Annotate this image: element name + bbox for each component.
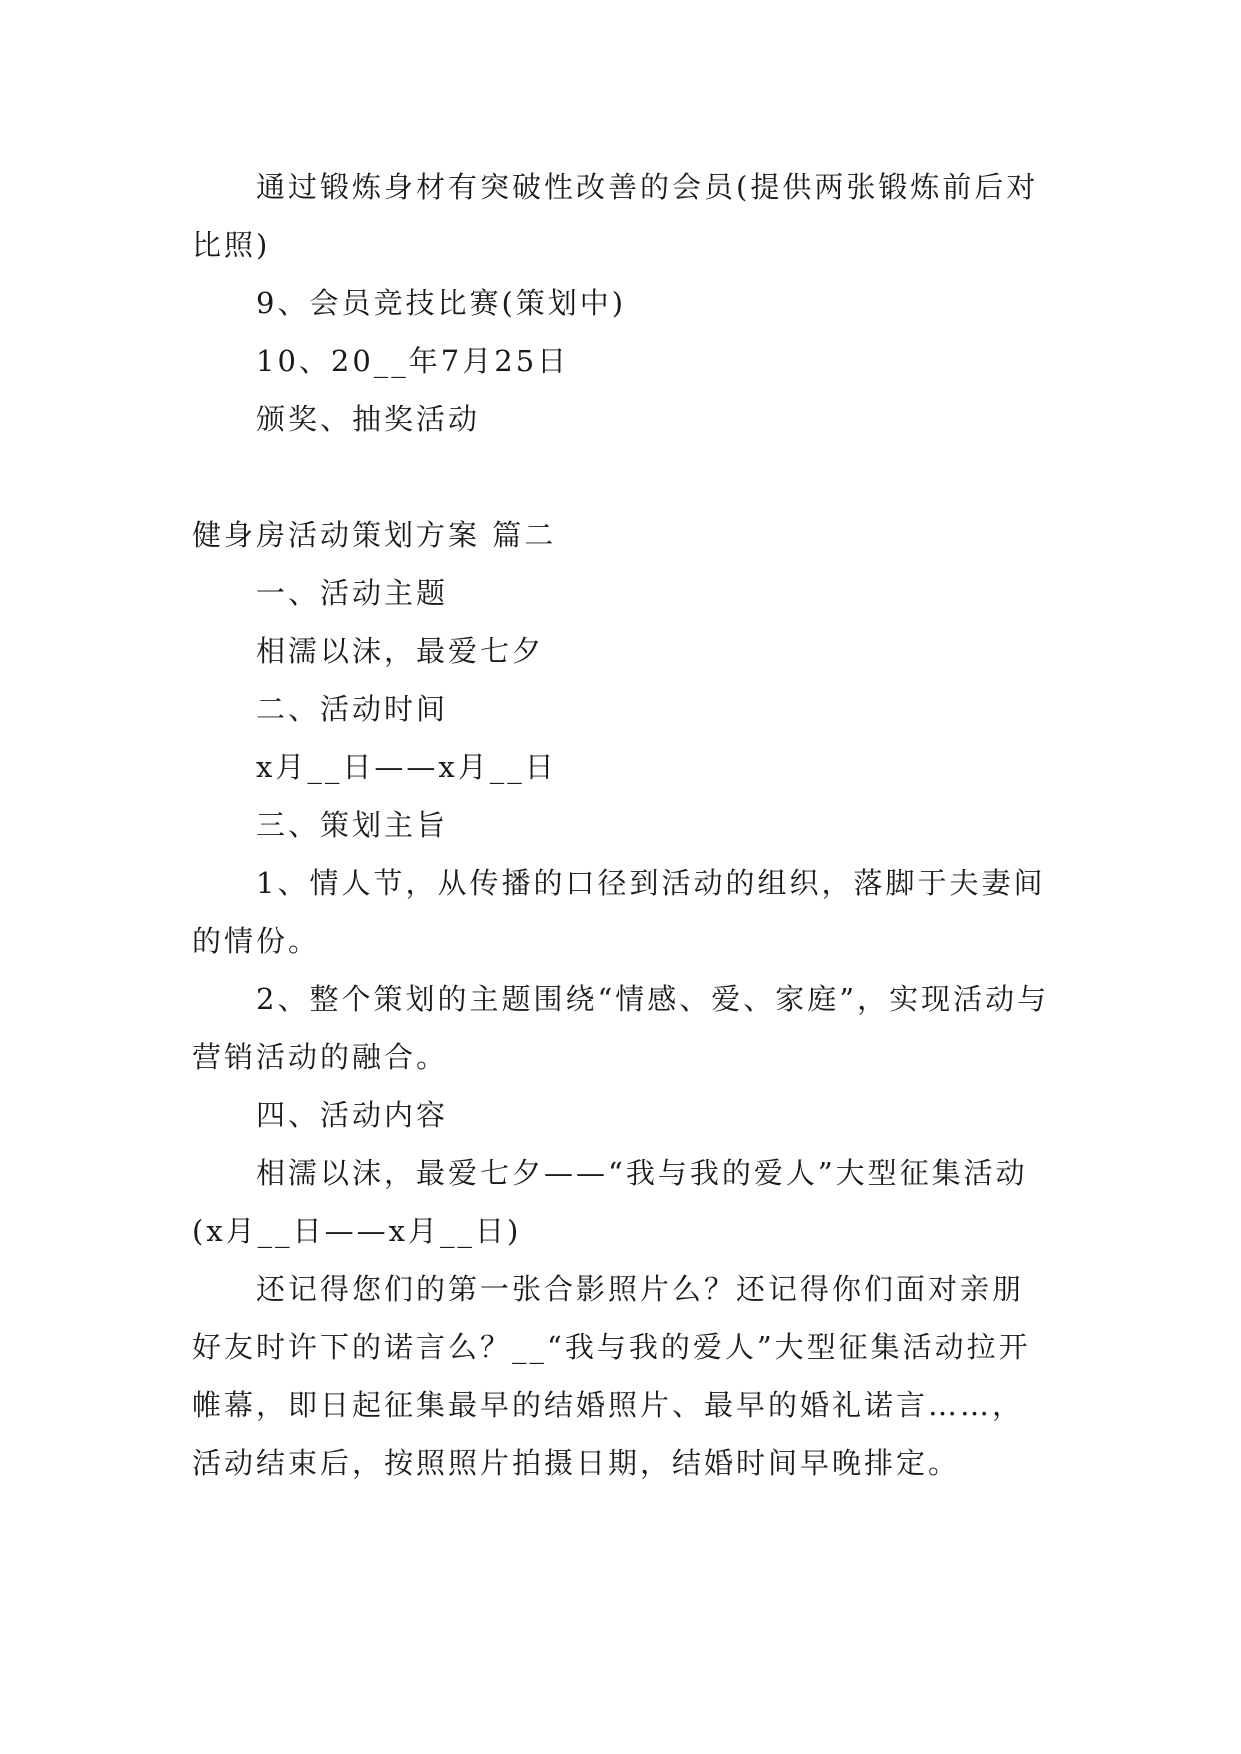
- heading-activity-content: 四、活动内容: [256, 1098, 449, 1132]
- paragraph: 还记得您们的第一张合影照片么？还记得你们面对亲朋好友时许下的诺言么？__“我与我的爱人”大型征集活动拉开帷幕，即日起征集最早的结婚照片、最早的婚礼诺言……，活动结束后，按照照片拍摄日期，结婚时间早晚排定。: [192, 1272, 1031, 1480]
- paragraph: 1、情人节，从传播的口径到活动的组织，落脚于夫妻间的情份。: [192, 866, 1046, 958]
- heading-activity-theme: 一、活动主题: [256, 576, 449, 610]
- document-body: [192, 158, 1052, 1492]
- paragraph: 2、整个策划的主题围绕“情感、爱、家庭”，实现活动与营销活动的融合。: [192, 982, 1050, 1074]
- heading-activity-time: 二、活动时间: [256, 692, 449, 726]
- heading-planning-purpose: 三、策划主旨: [256, 808, 449, 842]
- section-title: 健身房活动策划方案 篇二: [192, 518, 557, 552]
- paragraph: 相濡以沫，最爱七夕: [256, 634, 545, 668]
- paragraph: 10、20__年7月25日: [256, 344, 570, 378]
- paragraph: 颁奖、抽奖活动: [256, 402, 481, 436]
- paragraph: 通过锻炼身材有突破性改善的会员(提供两张锻炼前后对比照): [192, 170, 1039, 262]
- paragraph: x月__日——x月__日: [256, 750, 557, 784]
- paragraph: 9、会员竞技比赛(策划中): [256, 286, 627, 320]
- paragraph: 相濡以沫，最爱七夕——“我与我的爱人”大型征集活动(x月__日——x月__日): [192, 1156, 1028, 1248]
